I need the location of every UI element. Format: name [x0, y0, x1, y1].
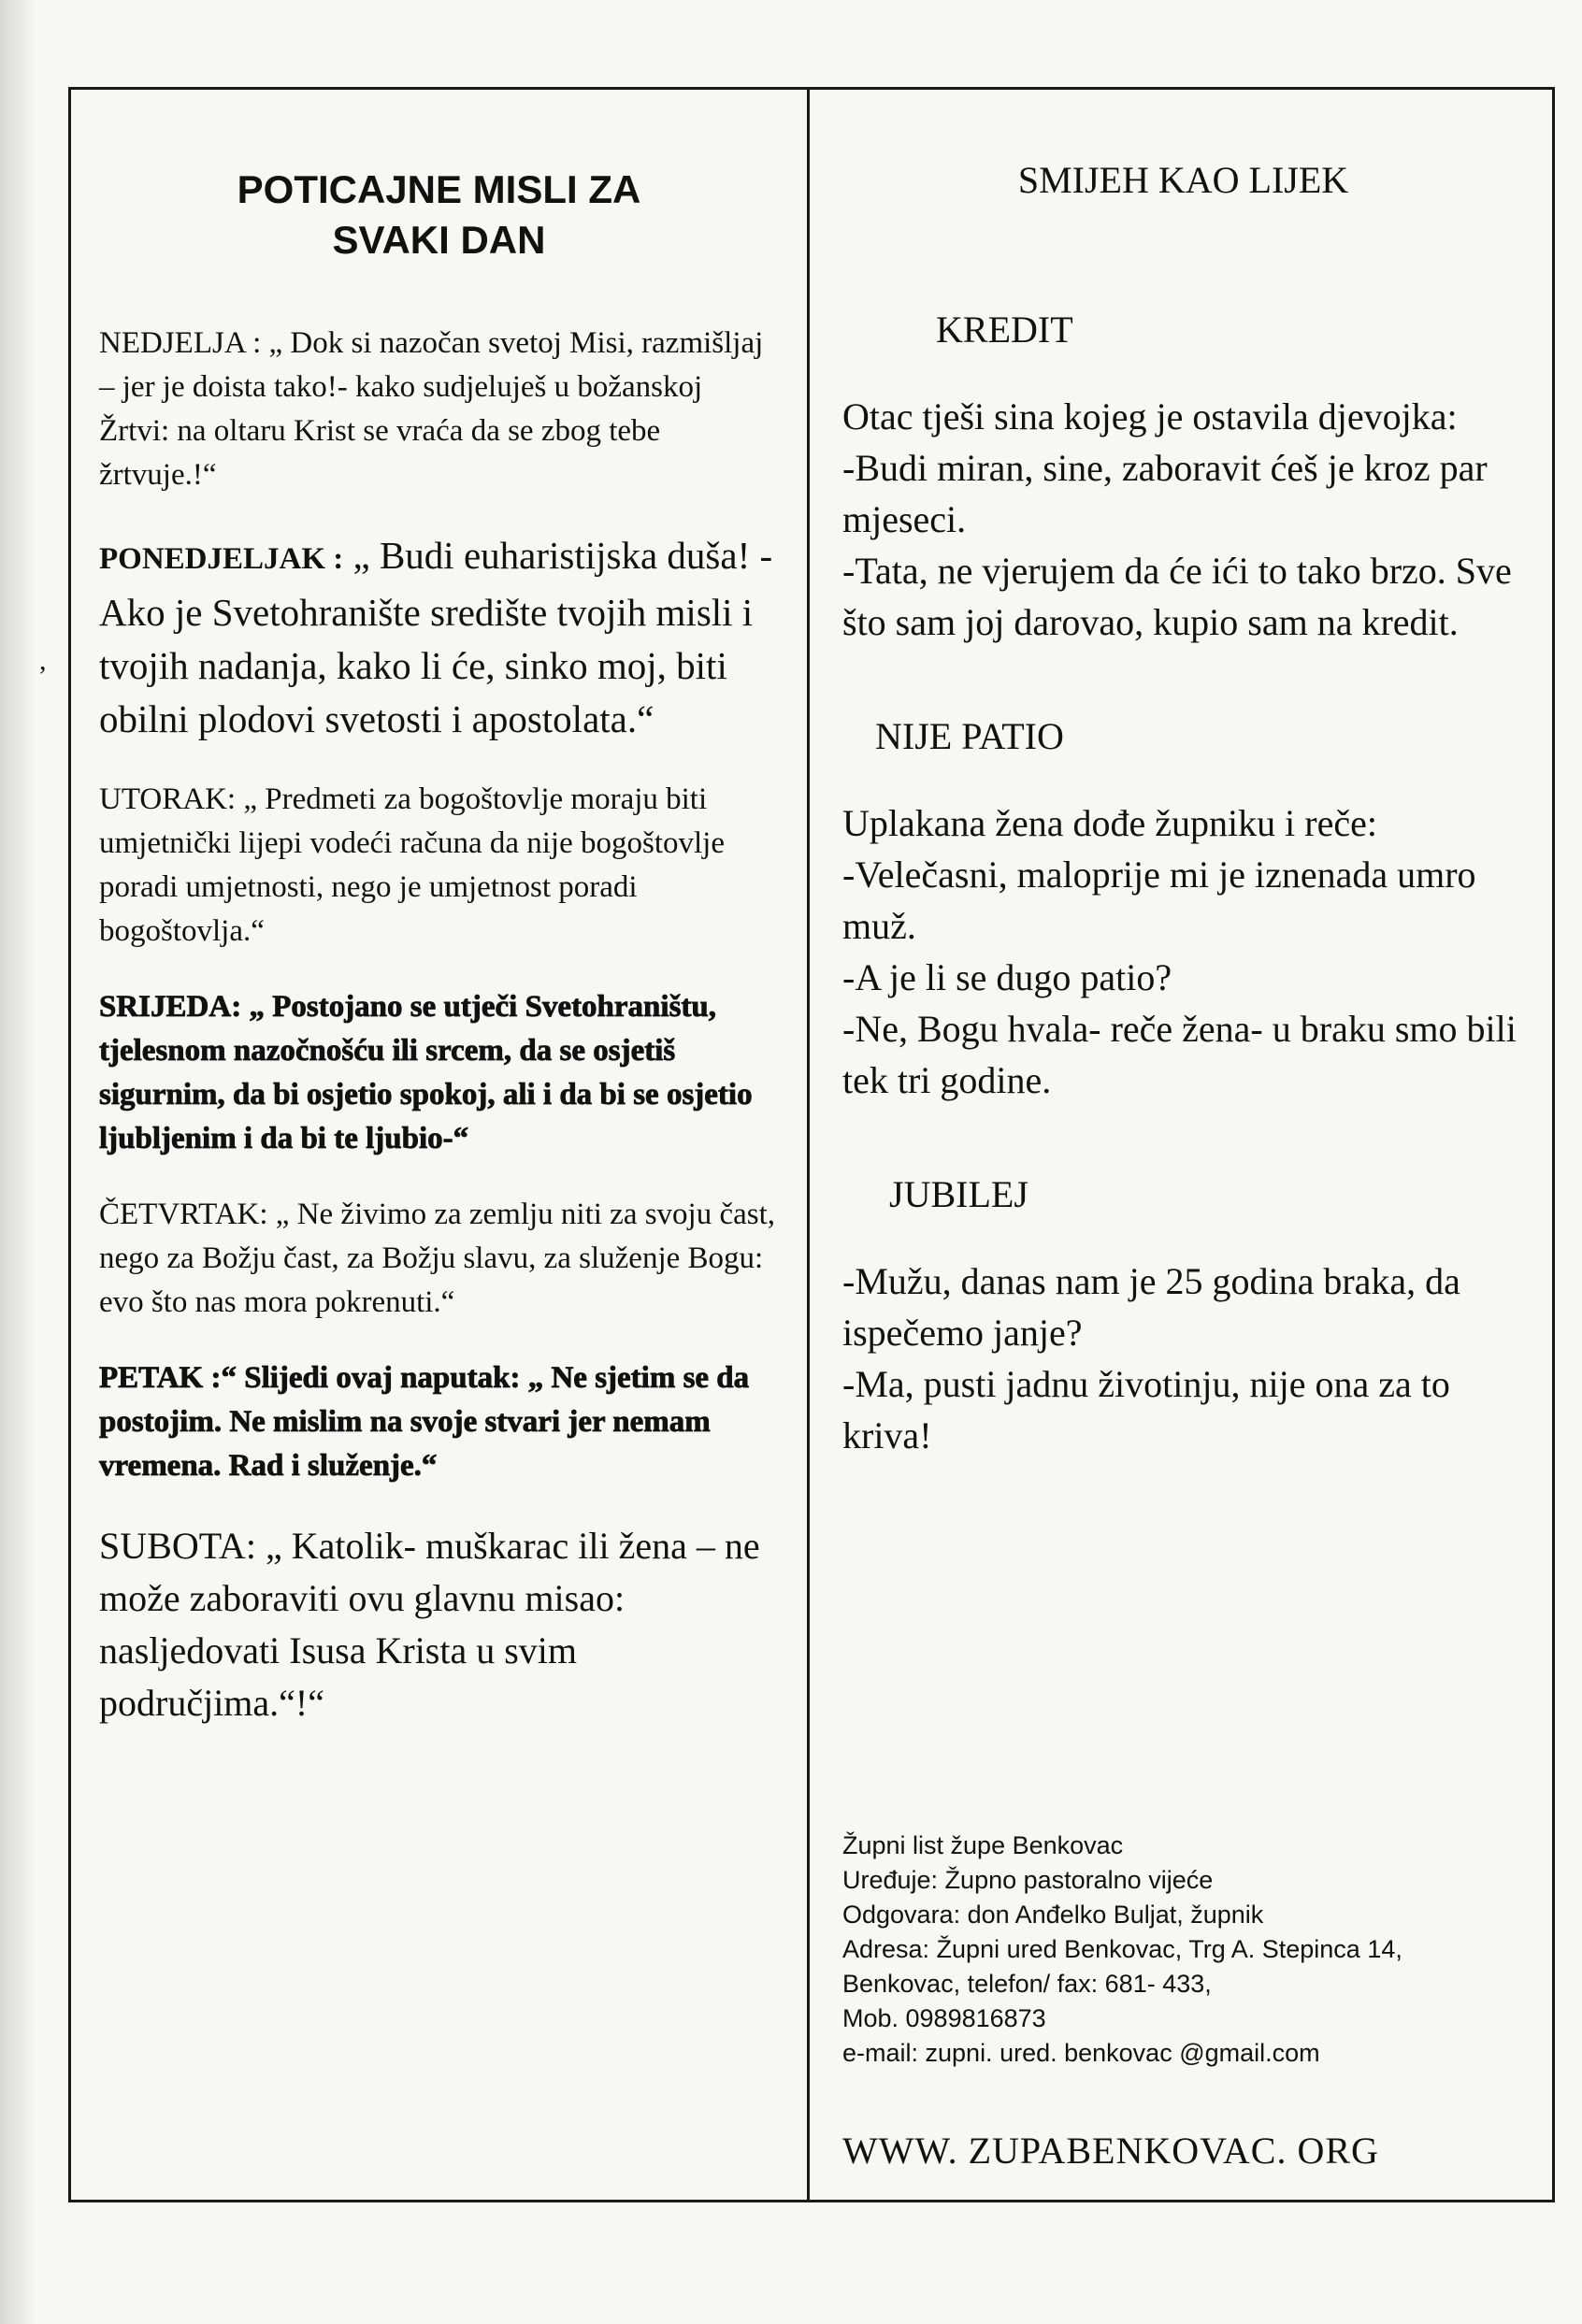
day-label: PONEDJELJAK :: [99, 542, 344, 576]
section-title: SMIJEH KAO LIJEK: [1017, 159, 1349, 201]
bulletin-frame: [68, 87, 1555, 2202]
day-text: „ Predmeti za bogoštovlje moraju biti umjetnički lijepi vodeći računa da nije bogoštovlje poradi umjetnosti, nego je umjetnost poradi bogoštovlja.“: [99, 782, 725, 948]
joke-line: -Budi miran, sine, zaboravit ćeš je kroz par mjeseci.: [842, 447, 1488, 540]
joke-line: -Velečasni, maloprije mi je iznenada umro muž.: [842, 854, 1476, 947]
joke-line: -A je li se dugo patio?: [842, 956, 1172, 998]
website-url: WWW. ZUPABENKOVAC. ORG: [842, 2130, 1379, 2172]
info-line: Uređuje: Župno pastoralno vijeće: [842, 1866, 1214, 1894]
joke-title: KREDIT: [936, 308, 1073, 351]
joke-line: -Ne, Bogu hvala- reče žena- u braku smo bili tek tri godine.: [842, 1008, 1517, 1101]
joke-line: -Tata, ne vjerujem da će ići to tako brzo. Sve što sam joj darovao, kupio sam na kredit.: [842, 550, 1512, 643]
info-line: Adresa: Župni ured Benkovac, Trg A. Stepinca 14,: [842, 1935, 1402, 1963]
joke-line: -Mužu, danas nam je 25 godina braka, da ispečemo janje?: [842, 1260, 1460, 1354]
right-column: [810, 90, 1552, 2200]
day-sunday: [99, 322, 779, 497]
day-label: ČETVRTAK:: [99, 1198, 268, 1231]
info-line: Župni list župe Benkovac: [842, 1831, 1124, 1859]
joke-jubilej: [842, 1255, 1524, 1461]
day-tuesday: [99, 778, 779, 954]
page-title: POTICAJNE MISLI ZA SVAKI DAN: [237, 167, 641, 262]
joke-kredit: [842, 391, 1524, 648]
joke-title: NIJE PATIO: [875, 715, 1064, 757]
info-line: Benkovac, telefon/ fax: 681- 433,: [842, 1970, 1212, 1998]
day-text: “ Slijedi ovaj naputak: „ Ne sjetim se da postojim. Ne mislim na svoje stvari jer nemam vremena. Rad i služenje.“: [99, 1361, 750, 1483]
day-label: UTORAK:: [99, 782, 237, 816]
day-saturday: [99, 1520, 779, 1729]
day-text: „ Ne živimo za zemlju niti za svoju čast, nego za Božju čast, za Božju slavu, za služenje Bogu: evo što nas mora pokrenuti.“: [99, 1198, 776, 1319]
stray-mark: ,: [39, 645, 47, 676]
left-column: [71, 90, 810, 2200]
joke-title: JUBILEJ: [889, 1173, 1028, 1215]
day-thursday: [99, 1193, 779, 1325]
day-text: „ Postojano se utječi Svetohraništu, tjelesnom nazočnošću ili srcem, da se osjetiš sigurnim, da bi osjetio spokoj, ali i da bi se osjetio ljubljenim i da bi te ljubio-“: [99, 990, 753, 1155]
day-text: „ Katolik- muškarac ili žena – ne može zaboraviti ovu glavnu misao: nasljedovati Isusa Krista u svim područjima.“!“: [99, 1525, 760, 1724]
info-line: e-mail: zupni. ured. benkovac @gmail.com: [842, 2039, 1320, 2067]
day-label: PETAK :: [99, 1361, 222, 1395]
joke-line: Otac tješi sina kojeg je ostavila djevojka:: [842, 395, 1458, 438]
info-line: Odgovara: don Anđelko Buljat, župnik: [842, 1901, 1264, 1929]
day-label: SRIJEDA:: [99, 990, 242, 1024]
info-line: Mob. 0989816873: [842, 2004, 1046, 2032]
day-label: SUBOTA:: [99, 1525, 256, 1567]
joke-nije-patio: [842, 797, 1524, 1106]
day-friday: [99, 1356, 779, 1488]
day-monday: [99, 529, 779, 746]
day-text: „ Dok si nazočan svetoj Misi, razmišljaj – jer je doista tako!- kako sudjeluješ u božanskoj Žrtvi: na oltaru Krist se vraća da se zbog tebe žrtvuje.!“: [99, 326, 764, 492]
scan-edge-shadow: [0, 0, 37, 2324]
day-text: „ Budi euharistijska duša! -Ako je Svetohranište središte tvojih misli i tvojih nadanja, kako li će, sinko moj, biti obilni plodovi svetosti i apostolata.“: [99, 534, 773, 740]
joke-line: Uplakana žena dođe župniku i reče:: [842, 802, 1377, 844]
joke-line: -Ma, pusti jadnu životinju, nije ona za to kriva!: [842, 1363, 1450, 1456]
parish-info: [842, 1829, 1402, 2071]
day-label: NEDJELJA :: [99, 326, 262, 360]
day-wednesday: [99, 985, 779, 1161]
